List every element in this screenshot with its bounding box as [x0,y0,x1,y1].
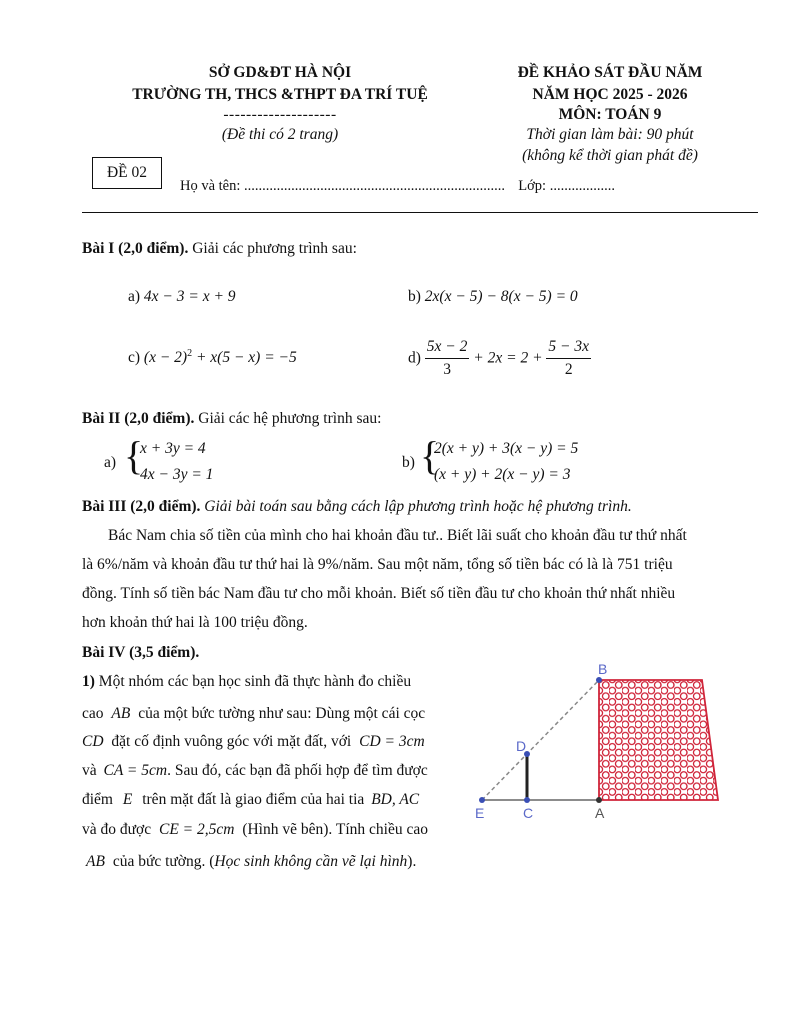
bai1-b-equation: 2x(x − 5) − 8(x − 5) = 0 [424,288,578,305]
bai1-c-label: c) [128,349,141,367]
bai1-b-label: b) [408,288,421,305]
bai1-c-left: (x − 2) [143,349,188,367]
label-D: D [516,738,527,754]
bai1-d-fraction-1 [425,338,470,379]
bai2-a-eq1: x + 3y = 4 [140,440,206,457]
pages-note: (Đề thi có 2 trang) [221,126,339,143]
time-limit: Thời gian làm bài: 90 phút [526,126,694,143]
school-authority: SỞ GD&ĐT HÀ NỘI [208,64,352,81]
bai1-d-den1: 3 [443,361,451,378]
class-label: Lớp: [518,178,547,194]
bai4-l3-math: CD [82,733,104,750]
wall-shape [599,680,718,800]
label-A: A [595,805,605,821]
bai1-c-right: + x(5 − x) = −5 [192,349,297,367]
point-A [596,797,602,803]
bai3-heading [82,498,632,516]
class-field[interactable]: .................. [549,178,615,194]
bai4-l6-a: và đo được [82,821,152,838]
bai4-l4-math: CA = 5cm [103,762,168,779]
label-E: E [475,805,485,821]
bai4-line5 [82,791,419,809]
bai2-b-eq2: (x + y) + 2(x − y) = 3 [434,466,571,483]
bai3-line2: là 6%/năm và khoản đầu tư thứ hai là 9%/năm. Sau một năm, tổng số tiền bác có là là 751 triệu [82,556,673,573]
header-divider [82,212,758,213]
bai4-l4-b: . Sau đó, các bạn đã phối hợp để tìm được [167,762,428,779]
bai2-b-label: b) [402,454,415,471]
bai4-l3-math2: CD = 3cm [359,733,425,750]
bai1-heading [82,240,357,258]
bai4-l7-b: ). [407,853,417,870]
exam-title: ĐỀ KHẢO SÁT ĐẦU NĂM [517,64,703,81]
bai4-l5-a: điểm [82,791,113,808]
bai4-l7-italic: Học sinh không cần vẽ lại hình [214,853,408,870]
bai4-line6 [82,821,428,839]
header-dashes: -------------------- [223,106,337,123]
bai1-d-fraction-2 [546,338,591,379]
bai3-line4: hơn khoản thứ hai là 100 triệu đồng. [82,614,308,631]
bai1-d-den2: 2 [564,361,573,378]
bai2-b-brace: { [420,433,440,478]
bai4-line7 [86,853,416,871]
label-C: C [523,805,534,821]
bai2-a-label: a) [104,454,117,471]
exam-code: ĐỀ 02 [106,164,148,181]
bai1-c-exponent: 2 [187,348,193,359]
bai1-a [128,288,236,306]
ray-EB [482,680,599,800]
name-label: Họ và tên: [180,178,241,194]
bai2-heading [82,410,381,428]
bai2-b-eq1: 2(x + y) + 3(x − y) = 5 [434,440,579,457]
bai4-line1 [82,673,411,691]
bai3-line1: Bác Nam chia số tiền của mình cho hai khoản đầu tư.. Biết lãi suất cho khoản đầu tư thứ nhất [108,527,687,544]
bai3-title: Bài III (2,0 điểm). [82,498,201,515]
bai4-l2-b: của một bức tường như sau: Dùng một cái cọc [138,705,426,722]
bai1-instruction: Giải các phương trình sau: [192,240,357,257]
student-info-line [180,178,615,195]
label-B: B [598,661,608,677]
name-field[interactable]: ........................................................................ [244,178,506,194]
bai4-l2-a: cao [82,705,104,722]
point-E [479,797,485,803]
bai4-l5-math: E [122,791,133,808]
bai4-l4-a: và [82,762,97,779]
bai4-line4 [82,762,428,780]
bai4-l7-math: AB [86,853,105,870]
bai1-d-num2: 5 − 3x [546,338,591,359]
bai4-l1-text: Một nhóm các bạn học sinh đã thực hành đo chiều [98,673,412,690]
bai1-title: Bài I (2,0 điểm). [82,240,189,257]
bai4-l7-a: của bức tường. ( [112,853,215,870]
bai4-title: Bài IV (3,5 điểm). [82,644,200,661]
bai1-d-label: d) [408,349,421,367]
bai4-l3-a: đặt cố định vuông góc với mặt đất, với [111,733,352,750]
bai1-c [128,348,297,367]
bai1-d-middle: + 2x = 2 + [473,349,543,367]
bai3-instruction: Giải bài toán sau bằng cách lập phương trình hoặc hệ phương trình. [204,498,632,515]
bai1-d-num1: 5x − 2 [425,338,470,359]
time-note: (không kể thời gian phát đề) [522,147,698,164]
school-name: TRƯỜNG TH, THCS &THPT ĐA TRÍ TUỆ [132,86,428,103]
subject: MÔN: TOÁN 9 [558,106,662,123]
bai4-l5-b: trên mặt đất là giao điểm của hai tia [142,791,365,808]
bai1-a-equation: 4x − 3 = x + 9 [143,288,236,305]
point-C [524,797,530,803]
bai2-a-brace: { [124,433,144,478]
point-B [596,677,602,683]
school-year: NĂM HỌC 2025 - 2026 [532,86,688,103]
exam-code-box [92,157,162,189]
bai4-l2-math: AB [111,705,131,722]
bai1-b [408,288,578,306]
bai4-line2 [82,705,425,723]
wall-measurement-figure [466,654,756,824]
bai4-l6-b: (Hình vẽ bên). Tính chiều cao [242,821,428,838]
bai4-line3 [82,733,425,751]
bai4-l6-math: CE = 2,5cm [158,821,235,838]
bai2-a-eq2: 4x − 3y = 1 [140,466,214,483]
bai1-a-label: a) [128,288,141,305]
bai3-line3: đồng. Tính số tiền bác Nam đầu tư cho mỗi khoản. Biết số tiền đầu tư cho khoản thứ nhất nhiều [82,585,676,602]
bai1-d [408,338,591,379]
bai2-instruction: Giải các hệ phương trình sau: [198,410,382,427]
bai4-part-number: 1) [82,673,95,690]
bai2-title: Bài II (2,0 điểm). [82,410,195,427]
bai4-l5-math2: BD, AC [371,791,420,808]
